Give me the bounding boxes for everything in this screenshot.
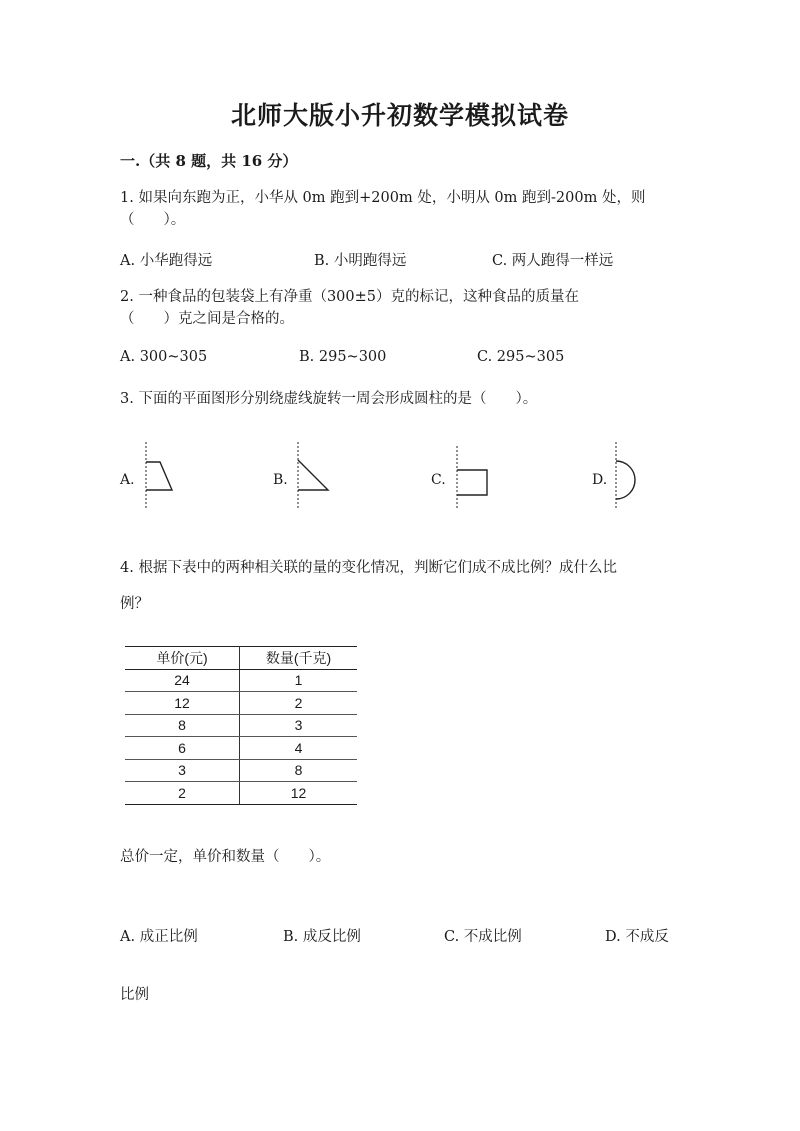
- q2-option-a[interactable]: A. 300~305: [120, 349, 208, 365]
- table-cell-price: 6: [125, 737, 240, 760]
- table-cell-price: 24: [125, 669, 240, 692]
- q3-option-d-label[interactable]: D.: [592, 472, 608, 488]
- q4-option-d-wrap: 比例: [120, 987, 149, 1003]
- table-cell-quantity: 4: [240, 737, 358, 760]
- q4-option-c[interactable]: C. 不成比例: [444, 929, 522, 945]
- table-cell-quantity: 8: [240, 759, 358, 782]
- table-cell-quantity: 12: [240, 782, 358, 805]
- table-header-row: [125, 647, 357, 670]
- q4-option-a[interactable]: A. 成正比例: [120, 929, 198, 945]
- question-1-line1: 1. 如果向东跑为正，小华从 0m 跑到+200m 处，小明从 0m 跑到-200m 处，则: [120, 190, 646, 206]
- q1-option-b[interactable]: B. 小明跑得远: [314, 253, 407, 269]
- table-cell-quantity: 1: [240, 669, 358, 692]
- question-4-line1: 4. 根据下表中的两种相关联的量的变化情况，判断它们成不成比例？成什么比: [120, 560, 617, 576]
- question-2: [120, 286, 680, 330]
- table-header-quantity: 数量(千克): [240, 647, 358, 670]
- question-4-line2: 例？: [120, 596, 149, 612]
- q4-option-d[interactable]: D. 不成反: [605, 929, 669, 945]
- q2-option-b[interactable]: B. 295~300: [299, 349, 387, 365]
- q1-option-c[interactable]: C. 两人跑得一样远: [492, 253, 614, 269]
- page-title: 北师大版小升初数学模拟试卷: [230, 101, 569, 130]
- question-2-line1: 2. 一种食品的包装袋上有净重（300±5）克的标记，这种食品的质量在: [120, 289, 579, 305]
- q3-option-c-label[interactable]: C.: [431, 472, 446, 488]
- price-quantity-table: [125, 646, 357, 805]
- table-header-price: 单价(元): [125, 647, 240, 670]
- question-4: [120, 550, 680, 622]
- table-row: [125, 737, 357, 760]
- question-2-line2: （ ）克之间是合格的。: [120, 311, 294, 327]
- question-1: [120, 187, 680, 231]
- q2-option-c[interactable]: C. 295~305: [477, 349, 565, 365]
- table-cell-quantity: 3: [240, 714, 358, 737]
- figure-rectangle-option-c[interactable]: [448, 444, 494, 512]
- question-4-prompt: 总价一定，单价和数量（ ）。: [120, 849, 331, 865]
- table-cell-quantity: 2: [240, 692, 358, 715]
- table-cell-price: 2: [125, 782, 240, 805]
- table-row: [125, 714, 357, 737]
- section-heading: 一.（共 8 题，共 16 分）: [120, 152, 298, 170]
- table-row: [125, 669, 357, 692]
- table-row: [125, 759, 357, 782]
- q4-option-b[interactable]: B. 成反比例: [283, 929, 361, 945]
- question-3: 3. 下面的平面图形分别绕虚线旋转一周会形成圆柱的是（ ）。: [120, 391, 538, 407]
- figure-triangle-option-b[interactable]: [288, 440, 336, 512]
- figure-semicircle-option-d[interactable]: [606, 440, 646, 512]
- q1-option-a[interactable]: A. 小华跑得远: [120, 253, 213, 269]
- table-cell-price: 8: [125, 714, 240, 737]
- table-cell-price: 3: [125, 759, 240, 782]
- q3-option-a-label[interactable]: A.: [120, 472, 135, 488]
- table-row: [125, 782, 357, 805]
- table-cell-price: 12: [125, 692, 240, 715]
- q3-option-b-label[interactable]: B.: [273, 472, 288, 488]
- question-1-line2: （ ）。: [120, 212, 186, 228]
- figure-trapezoid-option-a[interactable]: [136, 440, 180, 512]
- table-row: [125, 692, 357, 715]
